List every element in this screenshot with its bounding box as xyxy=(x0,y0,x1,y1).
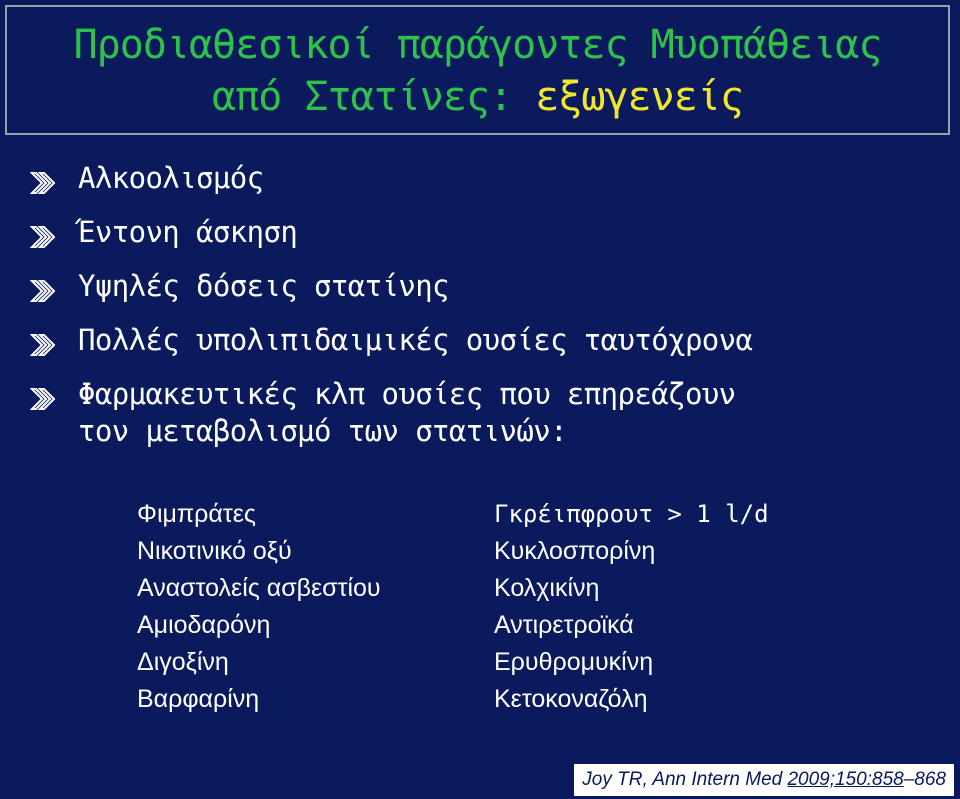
citation xyxy=(574,764,954,796)
bullet-item xyxy=(30,214,940,251)
drug-list-right xyxy=(494,496,769,718)
bullet-text: Υψηλές δόσεις στατίνης xyxy=(78,269,449,303)
arrow-check-icon xyxy=(30,333,56,357)
bullet-item xyxy=(30,322,940,359)
drug-item: Αντιρετροϊκά xyxy=(494,611,634,639)
drug-item: Αναστολείς ασβεστίου xyxy=(137,574,381,602)
drug-item: Κυκλοσπορίνη xyxy=(494,537,656,565)
drug-item: Αμιοδαρόνη xyxy=(137,611,271,639)
arrow-check-icon xyxy=(30,279,56,303)
drug-list-left xyxy=(137,496,381,718)
drug-item: Βαρφαρίνη xyxy=(137,685,260,713)
slide-title-line1: Προδιαθεσικοί παράγοντες Μυοπάθειας xyxy=(73,22,882,68)
drug-item: Κετοκοναζόλη xyxy=(494,685,648,713)
slide-title-prefix: από Στατίνες: xyxy=(212,74,536,120)
bullet-list xyxy=(30,160,940,467)
citation-underlined: 2009;150:858 xyxy=(787,769,904,790)
drug-item: Νικοτινικό οξύ xyxy=(137,537,292,565)
bullet-item xyxy=(30,376,940,450)
bullet-item xyxy=(30,268,940,305)
bullet-text: Φαρμακευτικές κλπ ουσίες που επηρεάζουν τον μεταβολισμό των στατινών: xyxy=(78,377,736,448)
bullet-item xyxy=(30,160,940,197)
bullet-text: Έντονη άσκηση xyxy=(78,215,298,249)
bullet-text: Πολλές υπολιπιδαιμικές ουσίες ταυτόχρονα xyxy=(78,323,753,357)
slide-title-highlight: εξωγενείς xyxy=(535,74,743,120)
arrow-check-icon xyxy=(30,171,56,195)
bullet-text: Αλκοολισμός xyxy=(78,161,264,195)
citation-suffix: –868 xyxy=(903,769,946,790)
drug-item: Φιμπράτες xyxy=(137,500,256,528)
citation-prefix: Joy TR, Ann Intern Med xyxy=(582,769,788,790)
slide-title-line2 xyxy=(7,71,948,123)
drug-item: Γκρέιπφρουτ > 1 l/d xyxy=(494,500,769,528)
arrow-check-icon xyxy=(30,225,56,249)
arrow-check-icon xyxy=(30,387,56,411)
title-box xyxy=(5,5,950,135)
drug-item: Διγοξίνη xyxy=(137,648,229,676)
drug-item: Κολχικίνη xyxy=(494,574,600,602)
drug-item: Ερυθρομυκίνη xyxy=(494,648,654,676)
